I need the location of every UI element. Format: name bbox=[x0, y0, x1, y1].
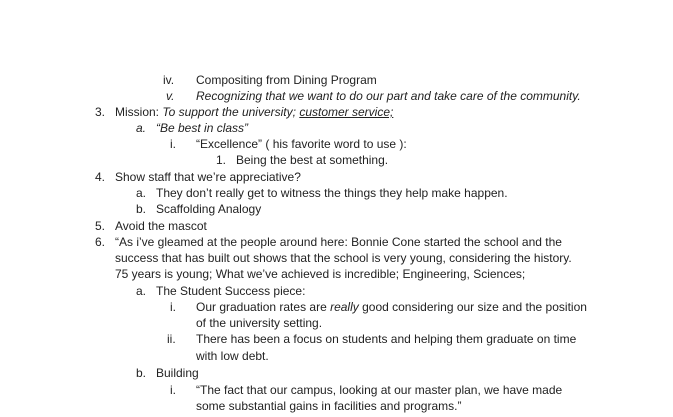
item-text bbox=[196, 299, 587, 315]
list-marker: i. bbox=[170, 137, 176, 151]
list-marker: i. bbox=[170, 300, 176, 314]
item-text: “Excellence” ( his favorite word to use ): bbox=[196, 137, 407, 151]
item-text: They don’t really get to witness the things they help make happen. bbox=[156, 186, 508, 200]
item-text: with low debt. bbox=[196, 349, 269, 363]
item-text: some substantial gains in facilities and programs.” bbox=[196, 399, 462, 413]
mission-italic: To support the university; bbox=[162, 105, 300, 119]
list-marker: b. bbox=[136, 366, 147, 380]
list-marker: i. bbox=[170, 383, 176, 397]
list-marker: v. bbox=[166, 89, 175, 103]
emphasis-text: really bbox=[330, 300, 359, 314]
text-before: Our graduation rates are bbox=[196, 300, 331, 314]
list-marker: iv. bbox=[163, 73, 175, 87]
list-marker: 3. bbox=[95, 105, 106, 119]
item-text: There has been a focus on students and helping them graduate on time bbox=[196, 332, 577, 346]
list-marker: b. bbox=[136, 202, 147, 216]
list-marker: 5. bbox=[95, 219, 106, 233]
item-text: Show staff that we’re appreciative? bbox=[115, 170, 301, 184]
mission-label: Mission: bbox=[115, 105, 163, 119]
mission-text bbox=[115, 104, 393, 120]
list-marker: 1. bbox=[216, 153, 227, 167]
item-text: of the university setting. bbox=[196, 316, 323, 330]
mission-underlined: customer service; bbox=[299, 105, 394, 119]
list-marker: a. bbox=[136, 186, 147, 200]
list-marker: 6. bbox=[95, 235, 106, 249]
item-text: “The fact that our campus, looking at our master plan, we have made bbox=[196, 383, 563, 397]
item-text: Being the best at something. bbox=[236, 153, 389, 167]
list-marker: a. bbox=[136, 121, 147, 135]
item-text: Avoid the mascot bbox=[115, 219, 207, 233]
list-marker: a. bbox=[136, 284, 147, 298]
item-text: Compositing from Dining Program bbox=[196, 73, 377, 87]
item-text: “As i’ve gleamed at the people around here: Bonnie Cone started the school and the bbox=[115, 235, 562, 249]
item-text: success that has built out shows that the school is very young, considering the history. bbox=[115, 251, 572, 265]
item-text: Scaffolding Analogy bbox=[156, 202, 262, 216]
item-text: Building bbox=[156, 366, 199, 380]
text-after: good considering our size and the position bbox=[358, 300, 587, 314]
item-text: The Student Success piece: bbox=[156, 284, 306, 298]
list-marker: ii. bbox=[167, 332, 176, 346]
item-text: 75 years is young; What we’ve achieved is incredible; Engineering, Sciences; bbox=[115, 267, 526, 281]
item-text: Recognizing that we want to do our part and take care of the community. bbox=[196, 89, 581, 103]
item-text: “Be best in class” bbox=[156, 121, 249, 135]
list-marker: 4. bbox=[95, 170, 106, 184]
